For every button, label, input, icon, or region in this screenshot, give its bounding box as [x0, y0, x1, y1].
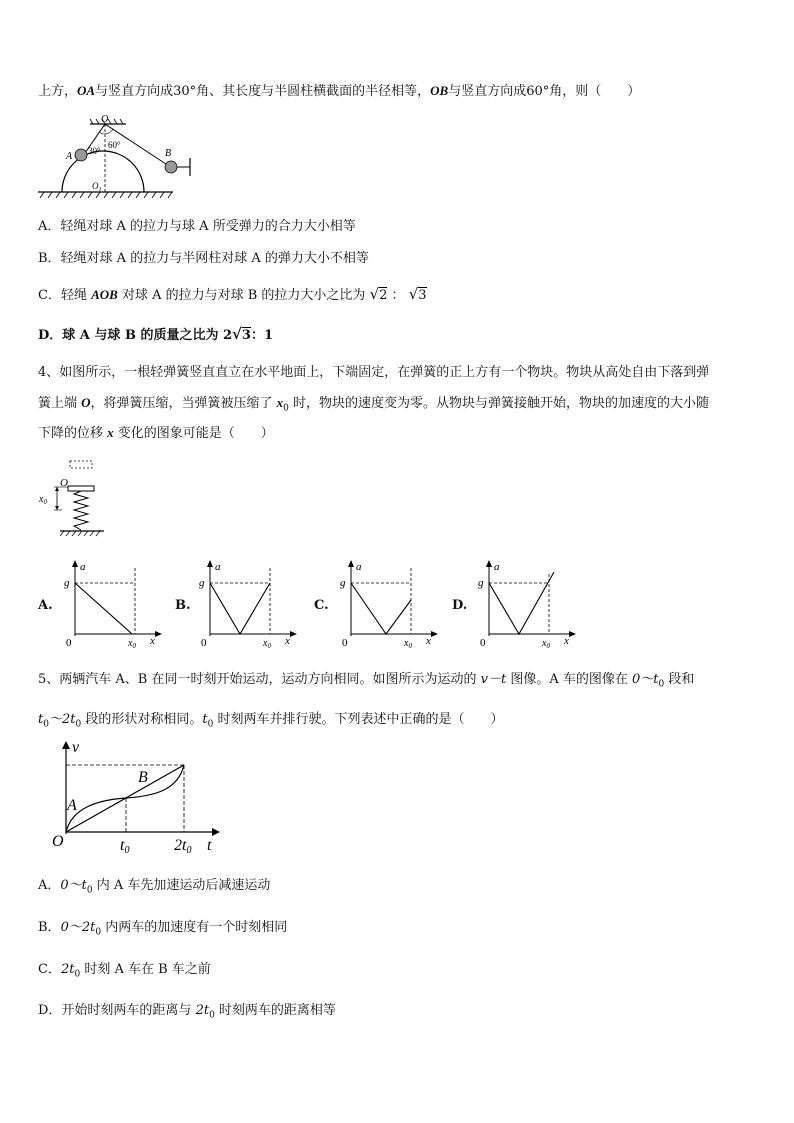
- q5-option-b: B．$0\sim 2t_0$ 内两车的加速度有一个时刻相同: [38, 920, 288, 938]
- q3-option-a: A．轻绳对球 A 的拉力与球 A 所受弹力的合力大小相等: [38, 219, 356, 234]
- svg-text:A: A: [67, 797, 77, 814]
- sqrt-2: √2: [369, 285, 388, 303]
- q5-option-d: D．开始时刻两车的距离与 $2t_0$ 时刻两车的距离相等: [38, 1003, 336, 1021]
- q3-option-d: D．球 A 与球 B 的质量之比为 2√3：1: [38, 325, 273, 343]
- svg-text:O: O: [52, 833, 64, 850]
- q4-option-b-label: B.: [175, 598, 191, 613]
- svg-text:g: g: [64, 577, 70, 589]
- svg-text:x: x: [564, 635, 569, 647]
- q4-graph-a: [62, 558, 172, 648]
- svg-text:0: 0: [201, 637, 207, 648]
- q3-figure: [38, 112, 208, 202]
- label-a: A: [66, 151, 73, 162]
- svg-text:B: B: [138, 769, 148, 786]
- sqrt-3: √3: [232, 325, 251, 343]
- q5-option-c: C．$2t_0$ 时刻 A 车在 B 车之前: [38, 962, 211, 980]
- label-x0: $x_0$: [39, 494, 47, 506]
- q4-stem-line1: 4、如图所示，一根轻弹簧竖直直立在水平地面上，下端固定，在弹簧的正上方有一个物块。物块从高处自由下落到弹: [38, 365, 710, 380]
- label-o: O: [101, 114, 109, 125]
- svg-text:g: g: [340, 577, 346, 589]
- svg-text:x0: $x_0$: [263, 638, 271, 648]
- q4-graph-b: [197, 558, 307, 648]
- q4-stem-line3: 下降的位移 x 变化的图象可能是（ ）: [38, 425, 274, 441]
- svg-text:0: 0: [480, 637, 486, 648]
- q5-stem-line2: $t_0\sim 2t_0$ 段的形状对称相同。$t_0$ 时刻两车并排行驶。下列表述中正确的是（ ）: [38, 712, 504, 730]
- svg-text:g: g: [478, 577, 484, 589]
- svg-text:x: x: [150, 635, 155, 647]
- q3-stem: 上方，OA与竖直方向成30°角、其长度与半圆柱横截面的半径相等，OB与竖直方向成60°角，则（ ）: [38, 83, 641, 99]
- q4-option-a-label: A.: [38, 598, 53, 613]
- svg-text:0: 0: [342, 637, 348, 648]
- svg-text:x0: $x_0$: [542, 638, 550, 648]
- svg-text:t0: t0: [120, 837, 130, 856]
- q4-stem-line2: 簧上端 O，将弹簧压缩，当弹簧被压缩了 $x_0$ 时，物块的速度变为零。从物块与弹簧接触开始，物块的加速度的大小随: [38, 395, 710, 414]
- svg-text:t: t: [207, 837, 212, 854]
- q5-option-a: A．$0\sim t_0$ 内 A 车先加速运动后减速运动: [38, 878, 271, 896]
- svg-text:2t0: 2t0: [174, 837, 192, 856]
- q3-option-c: C．轻绳 AOB 对球 A 的拉力与对球 B 的拉力大小之比为 √2 ： √3: [38, 285, 427, 303]
- label-o: O: [60, 477, 68, 489]
- q4-graph-d: [476, 558, 586, 648]
- q4-spring-figure: [38, 456, 108, 541]
- svg-text:a: a: [494, 561, 500, 573]
- angle-30: 30°: [88, 146, 101, 156]
- ball-a: [75, 149, 87, 161]
- q4-option-d-label: D.: [452, 598, 468, 613]
- label-o1: $O_1$: [92, 181, 102, 193]
- svg-text:x0: $x_0$: [404, 638, 412, 648]
- q3-option-b: B．轻绳对球 A 的拉力与半网柱对球 A 的弹力大小不相等: [38, 251, 369, 266]
- q4-option-c-label: C.: [314, 598, 329, 613]
- svg-text:a: a: [215, 561, 221, 573]
- svg-text:x0: $x_0$: [128, 638, 136, 648]
- svg-text:a: a: [356, 561, 362, 573]
- svg-text:0: 0: [66, 637, 72, 648]
- svg-text:v: v: [72, 739, 80, 756]
- svg-text:x: x: [426, 635, 431, 647]
- q5-stem-line1: 5、两辆汽车 A、B 在同一时刻开始运动，运动方向相同。如图所示为运动的 v－t 图像。A 车的图像在 $0\sim t_0$ 段和: [38, 672, 695, 690]
- q5-vt-graph: [42, 738, 232, 858]
- svg-text:g: g: [199, 577, 205, 589]
- label-b: B: [165, 148, 172, 159]
- ball-b: [165, 161, 177, 173]
- q4-graph-c: [338, 558, 448, 648]
- sqrt-3: √3: [408, 285, 427, 303]
- svg-text:x: x: [285, 635, 290, 647]
- angle-60: 60°: [108, 140, 121, 150]
- svg-text:a: a: [80, 561, 86, 573]
